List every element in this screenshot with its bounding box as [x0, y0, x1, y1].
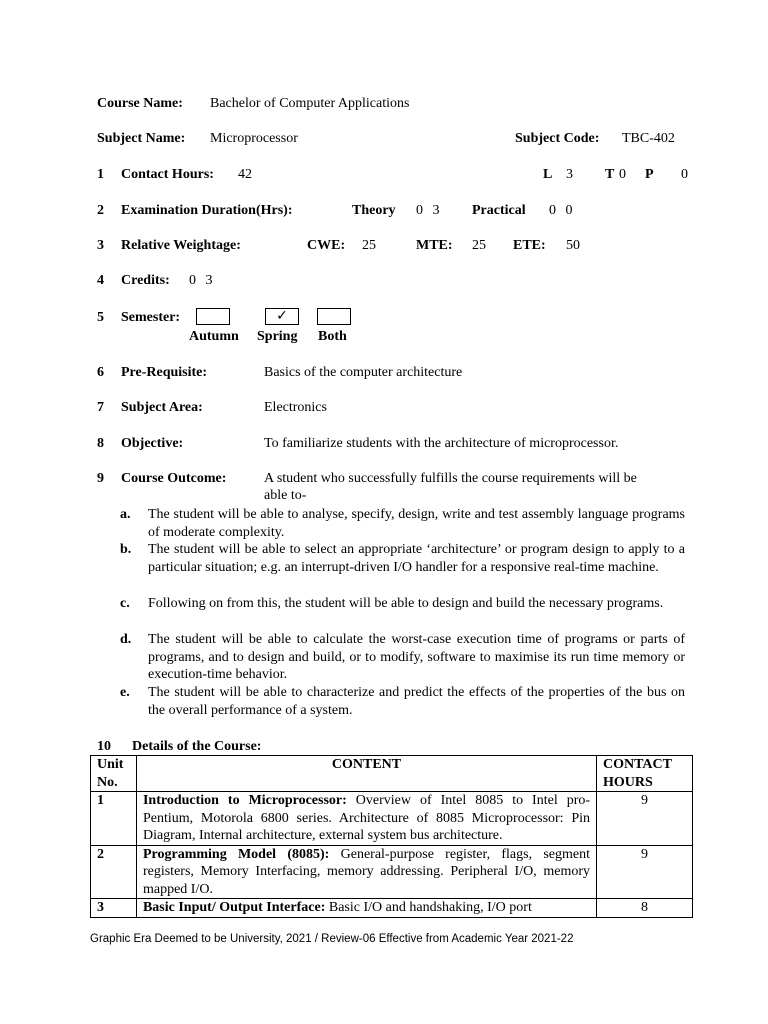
- unit-content: Programming Model (8085): General-purpose register, flags, segment registers, Memory Interfacing, memory addressing. Peripheral I/O, memory mapped I/O.: [136, 845, 596, 899]
- course-name-label: Course Name:: [97, 96, 183, 111]
- item-number: 1: [97, 167, 104, 182]
- unit-header: Unit No.: [91, 756, 137, 792]
- page-footer: Graphic Era Deemed to be University, 2021 / Review-06 Effective from Academic Year 2021-22: [90, 933, 574, 945]
- check-icon: ✓: [276, 308, 288, 324]
- item-number: 2: [97, 203, 104, 218]
- course-outcome-label: Course Outcome:: [121, 471, 227, 486]
- subject-area-label: Subject Area:: [121, 400, 203, 415]
- outcome-letter: e.: [120, 685, 130, 700]
- outcome-text: The student will be able to calculate the worst-case execution time of programs or parts of programs, and to design and build, or to modify, software to maximise its run time memory or execution-time behavior.: [148, 632, 685, 682]
- mte-label: MTE:: [416, 238, 453, 253]
- practical-duration-label: Practical: [472, 203, 526, 218]
- both-checkbox[interactable]: [317, 308, 351, 325]
- item-number: 4: [97, 273, 104, 288]
- prerequisite-value: Basics of the computer architecture: [264, 365, 463, 380]
- autumn-checkbox[interactable]: [196, 308, 230, 325]
- unit-content: Basic Input/ Output Interface: Basic I/O and handshaking, I/O port: [136, 899, 596, 918]
- outcome-text: The student will be able to select an appropriate ‘architecture’ or program design to apply to a particular situation; e.g. an interrupt-driven I/O handler for a responsive real-time machine.: [148, 542, 685, 575]
- unit-hours: 8: [597, 899, 693, 918]
- item-number: 8: [97, 436, 104, 451]
- semester-label: Semester:: [121, 310, 181, 325]
- lecture-label: L: [543, 167, 553, 182]
- objective-value: To familiarize students with the architecture of microprocessor.: [264, 436, 619, 451]
- practical-label: P: [645, 167, 654, 182]
- exam-duration-label: Examination Duration(Hrs):: [121, 203, 293, 218]
- outcome-text: Following on from this, the student will be able to design and build the necessary programs.: [148, 596, 664, 611]
- item-number: 10: [97, 739, 111, 754]
- subject-area-value: Electronics: [264, 400, 327, 415]
- cwe-value: 25: [362, 238, 376, 253]
- both-label: Both: [318, 329, 347, 344]
- mte-value: 25: [472, 238, 486, 253]
- course-name-value: Bachelor of Computer Applications: [210, 96, 410, 111]
- spring-label: Spring: [257, 329, 298, 344]
- outcome-letter: d.: [120, 632, 132, 647]
- credits-value: 0 3: [189, 273, 213, 288]
- item-number: 7: [97, 400, 104, 415]
- credits-label: Credits:: [121, 273, 170, 288]
- outcome-text: The student will be able to analyse, specify, design, write and test assembly language programs of moderate complexity.: [148, 507, 685, 540]
- subject-code-value: TBC-402: [622, 131, 675, 146]
- prerequisite-label: Pre-Requisite:: [121, 365, 208, 380]
- subject-name-label: Subject Name:: [97, 131, 186, 146]
- item-number: 3: [97, 238, 104, 253]
- cwe-label: CWE:: [307, 238, 346, 253]
- unit-number: 1: [91, 792, 137, 846]
- unit-number: 2: [91, 845, 137, 899]
- unit-hours: 9: [597, 792, 693, 846]
- item-number: 6: [97, 365, 104, 380]
- autumn-label: Autumn: [189, 329, 239, 344]
- weightage-label: Relative Weightage:: [121, 238, 241, 253]
- outcome-text: The student will be able to characterize and predict the effects of the properties of the bus on the overall performance of a system.: [148, 685, 685, 718]
- tutorial-value: 0: [619, 167, 626, 182]
- table-row: [91, 899, 693, 918]
- theory-value: 0 3: [416, 203, 440, 218]
- details-label: Details of the Course:: [132, 739, 262, 754]
- outcome-letter: c.: [120, 596, 130, 611]
- unit-hours: 9: [597, 845, 693, 899]
- course-outcome-intro: A student who successfully fulfills the course requirements will be: [264, 471, 637, 486]
- subject-name-value: Microprocessor: [210, 131, 298, 146]
- spring-checkbox[interactable]: [265, 308, 299, 325]
- unit-number: 3: [91, 899, 137, 918]
- contact-hours-label: Contact Hours:: [121, 167, 214, 182]
- unit-content: Introduction to Microprocessor: Overview of Intel 8085 to Intel pro-Pentium, Motorola 6800 series. Architecture of 8085 Microprocessor: Pin Diagram, Internal architecture, external system bus architecture.: [136, 792, 596, 846]
- item-number: 9: [97, 471, 104, 486]
- content-header: CONTENT: [136, 756, 596, 792]
- contact-hours-value: 42: [238, 167, 252, 182]
- ete-value: 50: [566, 238, 580, 253]
- table-row: [91, 845, 693, 899]
- ete-label: ETE:: [513, 238, 546, 253]
- lecture-value: 3: [566, 167, 573, 182]
- theory-label: Theory: [352, 203, 396, 218]
- outcome-letter: b.: [120, 542, 132, 557]
- practical-value: 0: [681, 167, 688, 182]
- course-details-table: [90, 755, 693, 918]
- subject-code-label: Subject Code:: [515, 131, 600, 146]
- table-header-row: [91, 756, 693, 792]
- outcome-letter: a.: [120, 507, 131, 522]
- objective-label: Objective:: [121, 436, 184, 451]
- contact-hours-header: CONTACT HOURS: [597, 756, 693, 792]
- course-outcome-intro-cont: able to-: [264, 488, 307, 503]
- table-row: [91, 792, 693, 846]
- practical-duration-value: 0 0: [549, 203, 573, 218]
- item-number: 5: [97, 310, 104, 325]
- tutorial-label: T: [605, 167, 615, 182]
